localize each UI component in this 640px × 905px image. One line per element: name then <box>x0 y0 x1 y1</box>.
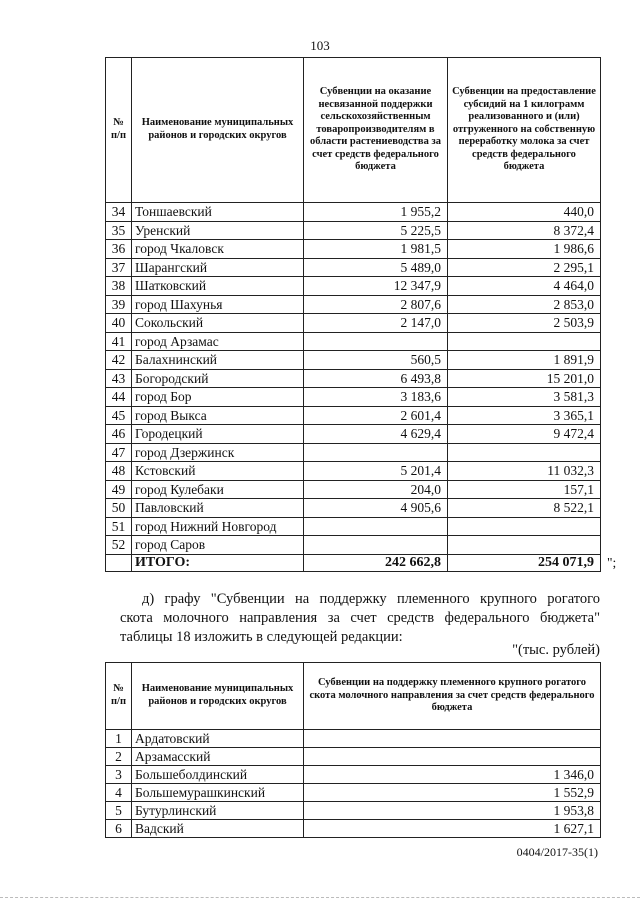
table1-cell-col2 <box>448 536 601 555</box>
subsidies-table-continued <box>105 57 601 572</box>
table1-row <box>106 536 601 555</box>
table1-cell-name: Шатковский <box>132 277 304 296</box>
table1-cell-num: 41 <box>106 332 132 351</box>
table1-cell-col2 <box>448 332 601 351</box>
table1-cell-num: 49 <box>106 480 132 499</box>
table2-header-num: № п/п <box>106 663 132 730</box>
table2-cell-col1: 1 627,1 <box>304 820 601 838</box>
table2-cell-num: 4 <box>106 784 132 802</box>
table1-row <box>106 369 601 388</box>
table2-cell-col1: 1 953,8 <box>304 802 601 820</box>
table2-cell-name: Ардатовский <box>132 730 304 748</box>
table1-cell-name: Шарангский <box>132 258 304 277</box>
table1-cell-name: Кстовский <box>132 462 304 481</box>
table1-cell-col1: 4 629,4 <box>304 425 448 444</box>
table1-cell-name: город Кулебаки <box>132 480 304 499</box>
table2-cell-num: 1 <box>106 730 132 748</box>
table1-header-crop-subsidies: Субвенции на оказание несвязанной поддержки сельскохозяйственным товаропроизводителям в области растениеводства за счет средств федерального бюджета <box>304 58 448 203</box>
table2-cell-num: 5 <box>106 802 132 820</box>
table1-cell-num: 43 <box>106 369 132 388</box>
table1-body <box>106 203 601 555</box>
table1-cell-col1: 5 489,0 <box>304 258 448 277</box>
table1-cell-col1 <box>304 332 448 351</box>
table1-cell-name: Балахнинский <box>132 351 304 370</box>
table1-cell-col2: 11 032,3 <box>448 462 601 481</box>
table2-header-cattle-subsidies: Субвенции на поддержку племенного крупного рогатого скота молочного направления за счет средств федерального бюджета <box>304 663 601 730</box>
table1-cell-name: Уренский <box>132 221 304 240</box>
table1-cell-num: 52 <box>106 536 132 555</box>
table1-cell-name: город Бор <box>132 388 304 407</box>
table1-cell-col1: 5 225,5 <box>304 221 448 240</box>
table1-row <box>106 443 601 462</box>
table1-cell-num: 42 <box>106 351 132 370</box>
table1-header-row <box>106 58 601 203</box>
table1-row <box>106 499 601 518</box>
table1-cell-num: 45 <box>106 406 132 425</box>
table1-row <box>106 314 601 333</box>
paragraph-line-1: д) графу "Субвенции на поддержку племенного крупного рогатого <box>142 591 600 607</box>
table1-cell-col1: 3 183,6 <box>304 388 448 407</box>
table2-row <box>106 730 601 748</box>
table1-header-milk-subsidies: Субвенции на предоставление субсидий на 1 килограмм реализованного и (или) отгруженного на собственную переработку молока за счет средств федерального бюджета <box>448 58 601 203</box>
table1-total-row <box>106 554 601 571</box>
table1-total-crop: 242 662,8 <box>304 554 448 571</box>
table1-cell-col2: 157,1 <box>448 480 601 499</box>
table1-cell-col2: 440,0 <box>448 203 601 222</box>
table1-cell-num: 34 <box>106 203 132 222</box>
table1-cell-col2: 8 522,1 <box>448 499 601 518</box>
table1-cell-col2: 3 365,1 <box>448 406 601 425</box>
table1-cell-col2: 9 472,4 <box>448 425 601 444</box>
page-number: 103 <box>310 38 330 53</box>
table1-row <box>106 480 601 499</box>
table1-cell-col1: 12 347,9 <box>304 277 448 296</box>
table2-header-row <box>106 663 601 730</box>
table1-cell-col1: 1 955,2 <box>304 203 448 222</box>
table2-body <box>106 730 601 838</box>
table1-cell-name: город Нижний Новгород <box>132 517 304 536</box>
table2-cell-num: 2 <box>106 748 132 766</box>
table1-row <box>106 295 601 314</box>
table1-row <box>106 240 601 259</box>
paragraph-line-2: скота молочного направления за счет средств федерального бюджета" <box>120 610 600 626</box>
table1-cell-col1 <box>304 517 448 536</box>
table1-row <box>106 388 601 407</box>
table1-cell-name: Павловский <box>132 499 304 518</box>
table1-cell-name: Богородский <box>132 369 304 388</box>
table1-cell-col1: 1 981,5 <box>304 240 448 259</box>
table1-cell-name: Городецкий <box>132 425 304 444</box>
table1-cell-num: 35 <box>106 221 132 240</box>
table1-row <box>106 258 601 277</box>
table1-cell-col2: 1 986,6 <box>448 240 601 259</box>
table1-cell-name: город Арзамас <box>132 332 304 351</box>
table1-cell-name: город Чкаловск <box>132 240 304 259</box>
table2-cell-name: Большемурашкинский <box>132 784 304 802</box>
table1-cell-name: город Шахунья <box>132 295 304 314</box>
table1-row <box>106 462 601 481</box>
table2-row <box>106 766 601 784</box>
table1-total-milk: 254 071,9 <box>448 554 601 571</box>
table1-cell-col1 <box>304 443 448 462</box>
table1-cell-name: город Дзержинск <box>132 443 304 462</box>
table1-cell-num: 47 <box>106 443 132 462</box>
table1-cell-name: Тоншаевский <box>132 203 304 222</box>
table1-cell-num: 46 <box>106 425 132 444</box>
table1-cell-col1: 6 493,8 <box>304 369 448 388</box>
table1-cell-num: 37 <box>106 258 132 277</box>
table1-row <box>106 351 601 370</box>
table1-closing-quote: "; <box>607 555 617 570</box>
table1-row <box>106 203 601 222</box>
table1-cell-col1: 5 201,4 <box>304 462 448 481</box>
table2-cell-name: Вадский <box>132 820 304 838</box>
table1-cell-col1: 4 905,6 <box>304 499 448 518</box>
amendment-paragraph <box>120 590 600 647</box>
table1-cell-num: 36 <box>106 240 132 259</box>
table1-row <box>106 517 601 536</box>
paragraph-line-3: таблицы 18 изложить в следующей редакции: <box>120 629 403 645</box>
table1-cell-col2 <box>448 443 601 462</box>
document-code: 0404/2017-35(1) <box>516 845 598 859</box>
table1-cell-num: 50 <box>106 499 132 518</box>
table2-cell-num: 6 <box>106 820 132 838</box>
table2-header-name: Наименование муниципальных районов и городских округов <box>132 663 304 730</box>
table1-total-label: ИТОГО: <box>132 554 304 571</box>
table2-row <box>106 748 601 766</box>
table1-row <box>106 221 601 240</box>
table1-header-num: № п/п <box>106 58 132 203</box>
scan-edge-line <box>0 897 640 898</box>
table1-cell-name: город Саров <box>132 536 304 555</box>
table1-header-name: Наименование муниципальных районов и городских округов <box>132 58 304 203</box>
table1-cell-col2 <box>448 517 601 536</box>
table1-cell-col2: 8 372,4 <box>448 221 601 240</box>
table1-cell-col1: 204,0 <box>304 480 448 499</box>
table1-cell-col2: 4 464,0 <box>448 277 601 296</box>
table1-cell-col1: 2 601,4 <box>304 406 448 425</box>
table2-cell-name: Большеболдинский <box>132 766 304 784</box>
table2-cell-num: 3 <box>106 766 132 784</box>
table2-row <box>106 784 601 802</box>
table1-cell-num: 51 <box>106 517 132 536</box>
table1-row <box>106 425 601 444</box>
table1-cell-num: 40 <box>106 314 132 333</box>
table1-cell-col2: 2 853,0 <box>448 295 601 314</box>
table2-cell-col1 <box>304 748 601 766</box>
table1-cell-col2: 3 581,3 <box>448 388 601 407</box>
table2-cell-col1: 1 552,9 <box>304 784 601 802</box>
table2-cell-col1 <box>304 730 601 748</box>
table2-row <box>106 820 601 838</box>
table1-cell-name: Сокольский <box>132 314 304 333</box>
table1-row <box>106 406 601 425</box>
table1-cell-col1: 560,5 <box>304 351 448 370</box>
table1-cell-col1: 2 807,6 <box>304 295 448 314</box>
table1-cell-col2: 15 201,0 <box>448 369 601 388</box>
table1-cell-name: город Выкса <box>132 406 304 425</box>
table2-cell-name: Бутурлинский <box>132 802 304 820</box>
table1-cell-col2: 2 503,9 <box>448 314 601 333</box>
table1-cell-num: 39 <box>106 295 132 314</box>
table2-row <box>106 802 601 820</box>
units-label: "(тыс. рублей) <box>512 642 600 658</box>
table1-cell-num: 44 <box>106 388 132 407</box>
breeding-cattle-table <box>105 662 601 838</box>
table1-row <box>106 332 601 351</box>
table1-row <box>106 277 601 296</box>
table1-cell-col1: 2 147,0 <box>304 314 448 333</box>
table1-cell-num: 38 <box>106 277 132 296</box>
table1-cell-col2: 1 891,9 <box>448 351 601 370</box>
table1-cell-col2: 2 295,1 <box>448 258 601 277</box>
table1-cell-num: 48 <box>106 462 132 481</box>
table1-cell-col1 <box>304 536 448 555</box>
table1-total-num <box>106 554 132 571</box>
table2-cell-col1: 1 346,0 <box>304 766 601 784</box>
table2-cell-name: Арзамасский <box>132 748 304 766</box>
